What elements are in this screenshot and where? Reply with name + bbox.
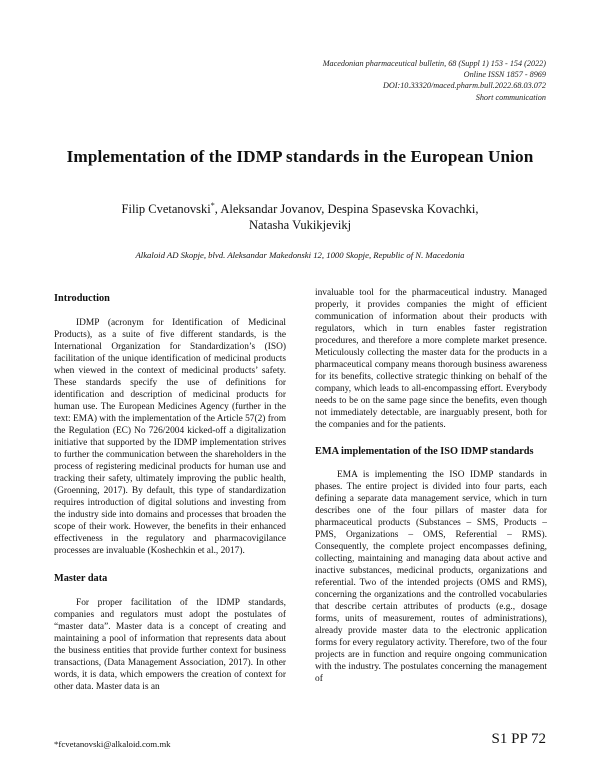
journal-doi: DOI:10.33320/maced.pharm.bull.2022.68.03.072	[382, 81, 546, 91]
master-data-continued-paragraph: invaluable tool for the pharmaceutical industry. Managed properly, it provides companies the might of efficient communication of information about their products with regulators, which in turn enables faster registration procedures, and therefore a more complete market presence. Meticulously collecting the master data for the products in a pharmaceutical company means thorough business awareness for its benefits, collective strategic thinking on behalf of the company, which leads to all-encompassing effort. Everybody needs to be on the same page since the benefits, even though not immediately detectable, are inarguably present, both for the companies and for the patients.	[315, 288, 547, 431]
paper-title: Implementation of the IDMP standards in the European Union	[66, 147, 534, 166]
corresponding-author-mark: *	[210, 201, 215, 210]
right-column	[315, 287, 547, 685]
author-first: Filip Cvetanovski	[121, 202, 211, 217]
author-rest: , Aleksandar Jovanov, Despina Spasevska Kovachki,	[214, 202, 479, 217]
author-list	[60, 198, 540, 233]
journal-header	[323, 58, 546, 103]
corresponding-email-footnote: *fcvetanovski@alkaloid.com.mk	[54, 739, 171, 749]
journal-issn: Online ISSN 1857 - 8969	[463, 70, 546, 80]
article-type: Short communication	[475, 92, 546, 102]
ema-paragraph: EMA is implementing the ISO IDMP standards in phases. The entire project is divided into four parts, each defining a separate data management service, which in turn describes one of the four pillars of master data for pharmaceutical products (Substances – SMS, Products – PMS, Organizations – OMS, Referential – RMS). Consequently, the complete project encompasses defining, collecting, maintaining and managing data about active and inactive substances, medicinal products, organizations and referential. Two of the intended projects (OMS and RMS), concerning the organizations and the controlled vocabularies that describe certain attributes of products (e.g., dosage forms, units of measurement, routes of administrations), already provide master data to the electronic application forms for every regulatory activity. Therefore, two of the four projects are in function and require ongoing communication with the industry. The postulates concerning the management of	[315, 469, 547, 685]
master-data-paragraph: For proper facilitation of the IDMP standards, companies and regulators must adopt the postulates of “master data”. Master data is a concept of creating and maintaining a pool of information that represents data about the business entities that provide further context for business transactions, (Data Management Association, 2017). In other words, it is data, which empowers the creation of context for other data. Master data is an	[54, 597, 286, 692]
journal-citation: Macedonian pharmaceutical bulletin, 68 (Suppl 1) 153 - 154 (2022)	[322, 59, 546, 68]
section-heading-master-data: Master data	[54, 572, 108, 584]
section-heading-ema: EMA implementation of the ISO IDMP standards	[315, 446, 534, 458]
introduction-paragraph: IDMP (acronym for Identification of Medicinal Products), as a suite of five different standards, is the International Organization for Standardization’s (ISO) facilitation of the unique identification of medicinal products when viewed in the context of medicinal products’ safety. These standards specify the use of definitions for identification and description of medicinal products for human use. The European Medicines Agency (further in the text: EMA) with the implementation of the Article 57(2) from the Regulation (EC) No 726/2004 kicked-off a digitalization initiative that supported by the IDMP implementation strives to further the communication between the shareholders in the process of registering medicinal products for human use and tracking their safety, ultimately improving the public health, (Groenning, 2017). By default, this type of standardization requires introduction of digital solutions and investing from the industry side into domains and processes that broaden the scope of their work. However, the benefits in their enhanced effectiveness in the regulatory and pharmacovigilance processes are invaluable (Koshechkin et al., 2017).	[54, 317, 286, 556]
page-number: S1 PP 72	[491, 731, 546, 747]
affiliation: Alkaloid AD Skopje, blvd. Aleksandar Makedonski 12, 1000 Skopje, Republic of N. Macedonia	[135, 250, 465, 260]
left-column	[54, 292, 286, 693]
section-heading-introduction: Introduction	[54, 293, 110, 304]
author-last: Natasha Vukikjevikj	[248, 218, 352, 233]
